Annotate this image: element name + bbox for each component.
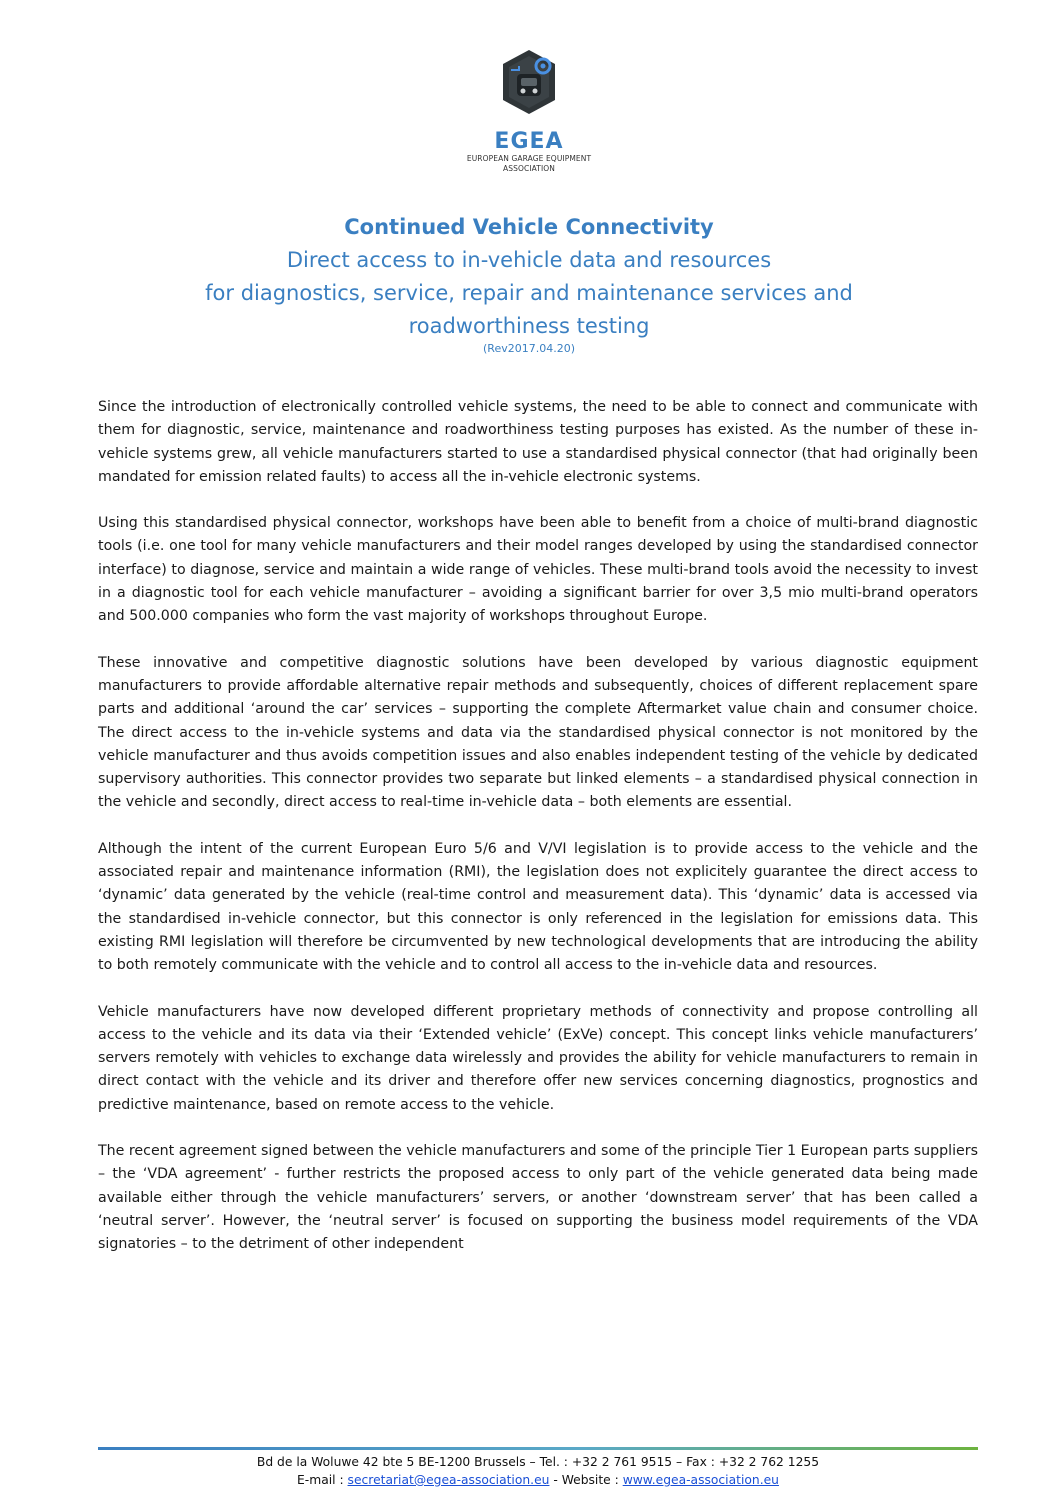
logo-subtitle-line2: ASSOCIATION (503, 164, 555, 173)
footer-contact (98, 1471, 978, 1489)
logo-subtitle (467, 154, 591, 174)
document-subtitle-line4: roadworthiness testing (408, 314, 650, 338)
logo-wordmark: EGEA (494, 129, 564, 154)
footer-divider (98, 1447, 978, 1450)
document-title: Continued Vehicle Connectivity (344, 215, 714, 239)
document-subtitle-line3: for diagnostics, service, repair and maintenance services and (205, 281, 853, 305)
egea-logo (0, 48, 1058, 174)
document-title-block (0, 210, 1058, 355)
paragraph: The recent agreement signed between the vehicle manufacturers and some of the principle Tier 1 European parts suppliers – the ‘VDA agreement’ - further restricts the proposed access to only part of the vehicle generated data being made available either through the vehicle manufacturers’ servers, or another ‘downstream server’ that has been called a ‘neutral server’. However, the ‘neutral server’ is focused on supporting the business model requirements of the VDA signatories – to the detriment of other independent (98, 1143, 978, 1253)
paragraph: Vehicle manufacturers have now developed different proprietary methods of connectivity and propose controlling all access to the vehicle and its data via their ‘Extended vehicle’ (ExVe) concept. This concept links vehicle manufacturers’ servers remotely with vehicles to exchange data wirelessly and provides the ability for vehicle manufacturers to remain in direct contact with the vehicle and its driver and therefore offer new services concerning diagnostics, prognostics and predictive maintenance, based on remote access to the vehicle. (98, 1003, 978, 1113)
document-subtitle-line2: Direct access to in-vehicle data and resources (286, 248, 772, 272)
revision-label: (Rev2017.04.20) (483, 342, 575, 355)
paragraph: Since the introduction of electronically controlled vehicle systems, the need to be able to connect and communicate with them for diagnostic, service, maintenance and roadworthiness testing purposes has existed. As the number of these in-vehicle systems grew, all vehicle manufacturers started to use a standardised physical connector (that had originally been mandated for emission related faults) to access all the in-vehicle electronic systems. (98, 399, 978, 485)
logo-subtitle-line1: EUROPEAN GARAGE EQUIPMENT (466, 154, 592, 163)
paragraph: Using this standardised physical connector, workshops have been able to benefit from a choice of multi-brand diagnostic tools (i.e. one tool for many vehicle manufacturers and their model ranges developed by using the standardised connector interface) to diagnose, service and maintain a wide range of vehicles. These multi-brand tools avoid the necessity to invest in a diagnostic tool for each vehicle manufacturer – avoiding a significant barrier for over 3,5 mio multi-brand operators and 500.000 companies who form the vast majority of workshops throughout Europe. (98, 515, 978, 625)
paragraph: Although the intent of the current European Euro 5/6 and V/VI legislation is to provide access to the vehicle and the associated repair and maintenance information (RMI), the legislation does not explicitely guarantee the direct access to ‘dynamic’ data generated by the vehicle (real-time control and measurement data). This ‘dynamic’ data is accessed via the standardised in-vehicle connector, but this connector is only referenced in the legislation for emissions data. This existing RMI legislation will therefore be circumvented by new technological developments that are introducing the ability to both remotely communicate with the vehicle and to control all access to the in-vehicle data and resources. (98, 840, 978, 974)
paragraph: These innovative and competitive diagnostic solutions have been developed by various diagnostic equipment manufacturers to provide affordable alternative repair methods and subsequently, choices of different replacement spare parts and additional ‘around the car’ services – supporting the complete Aftermarket value chain and consumer choice. The direct access to the in-vehicle systems and data via the standardised physical connector is not monitored by the vehicle manufacturer and thus avoids competition issues and also enables independent testing of the vehicle by dedicated supervisory authorities. This connector provides two separate but linked elements – a standardised physical connection in the vehicle and secondly, direct access to real-time in-vehicle data – both elements are essential. (98, 654, 978, 811)
footer-address: Bd de la Woluwe 42 bte 5 BE-1200 Brussels – Tel. : +32 2 761 9515 – Fax : +32 2 762 1255 (256, 1455, 820, 1469)
email-link[interactable]: secretariat@egea-association.eu (347, 1473, 550, 1487)
website-link[interactable]: www.egea-association.eu (622, 1473, 779, 1487)
egea-hexagon-logo-icon (497, 48, 561, 128)
document-body (98, 396, 978, 1280)
website-label: - Website : (549, 1473, 623, 1487)
email-label: E-mail : (297, 1473, 348, 1487)
footer (98, 1453, 978, 1489)
